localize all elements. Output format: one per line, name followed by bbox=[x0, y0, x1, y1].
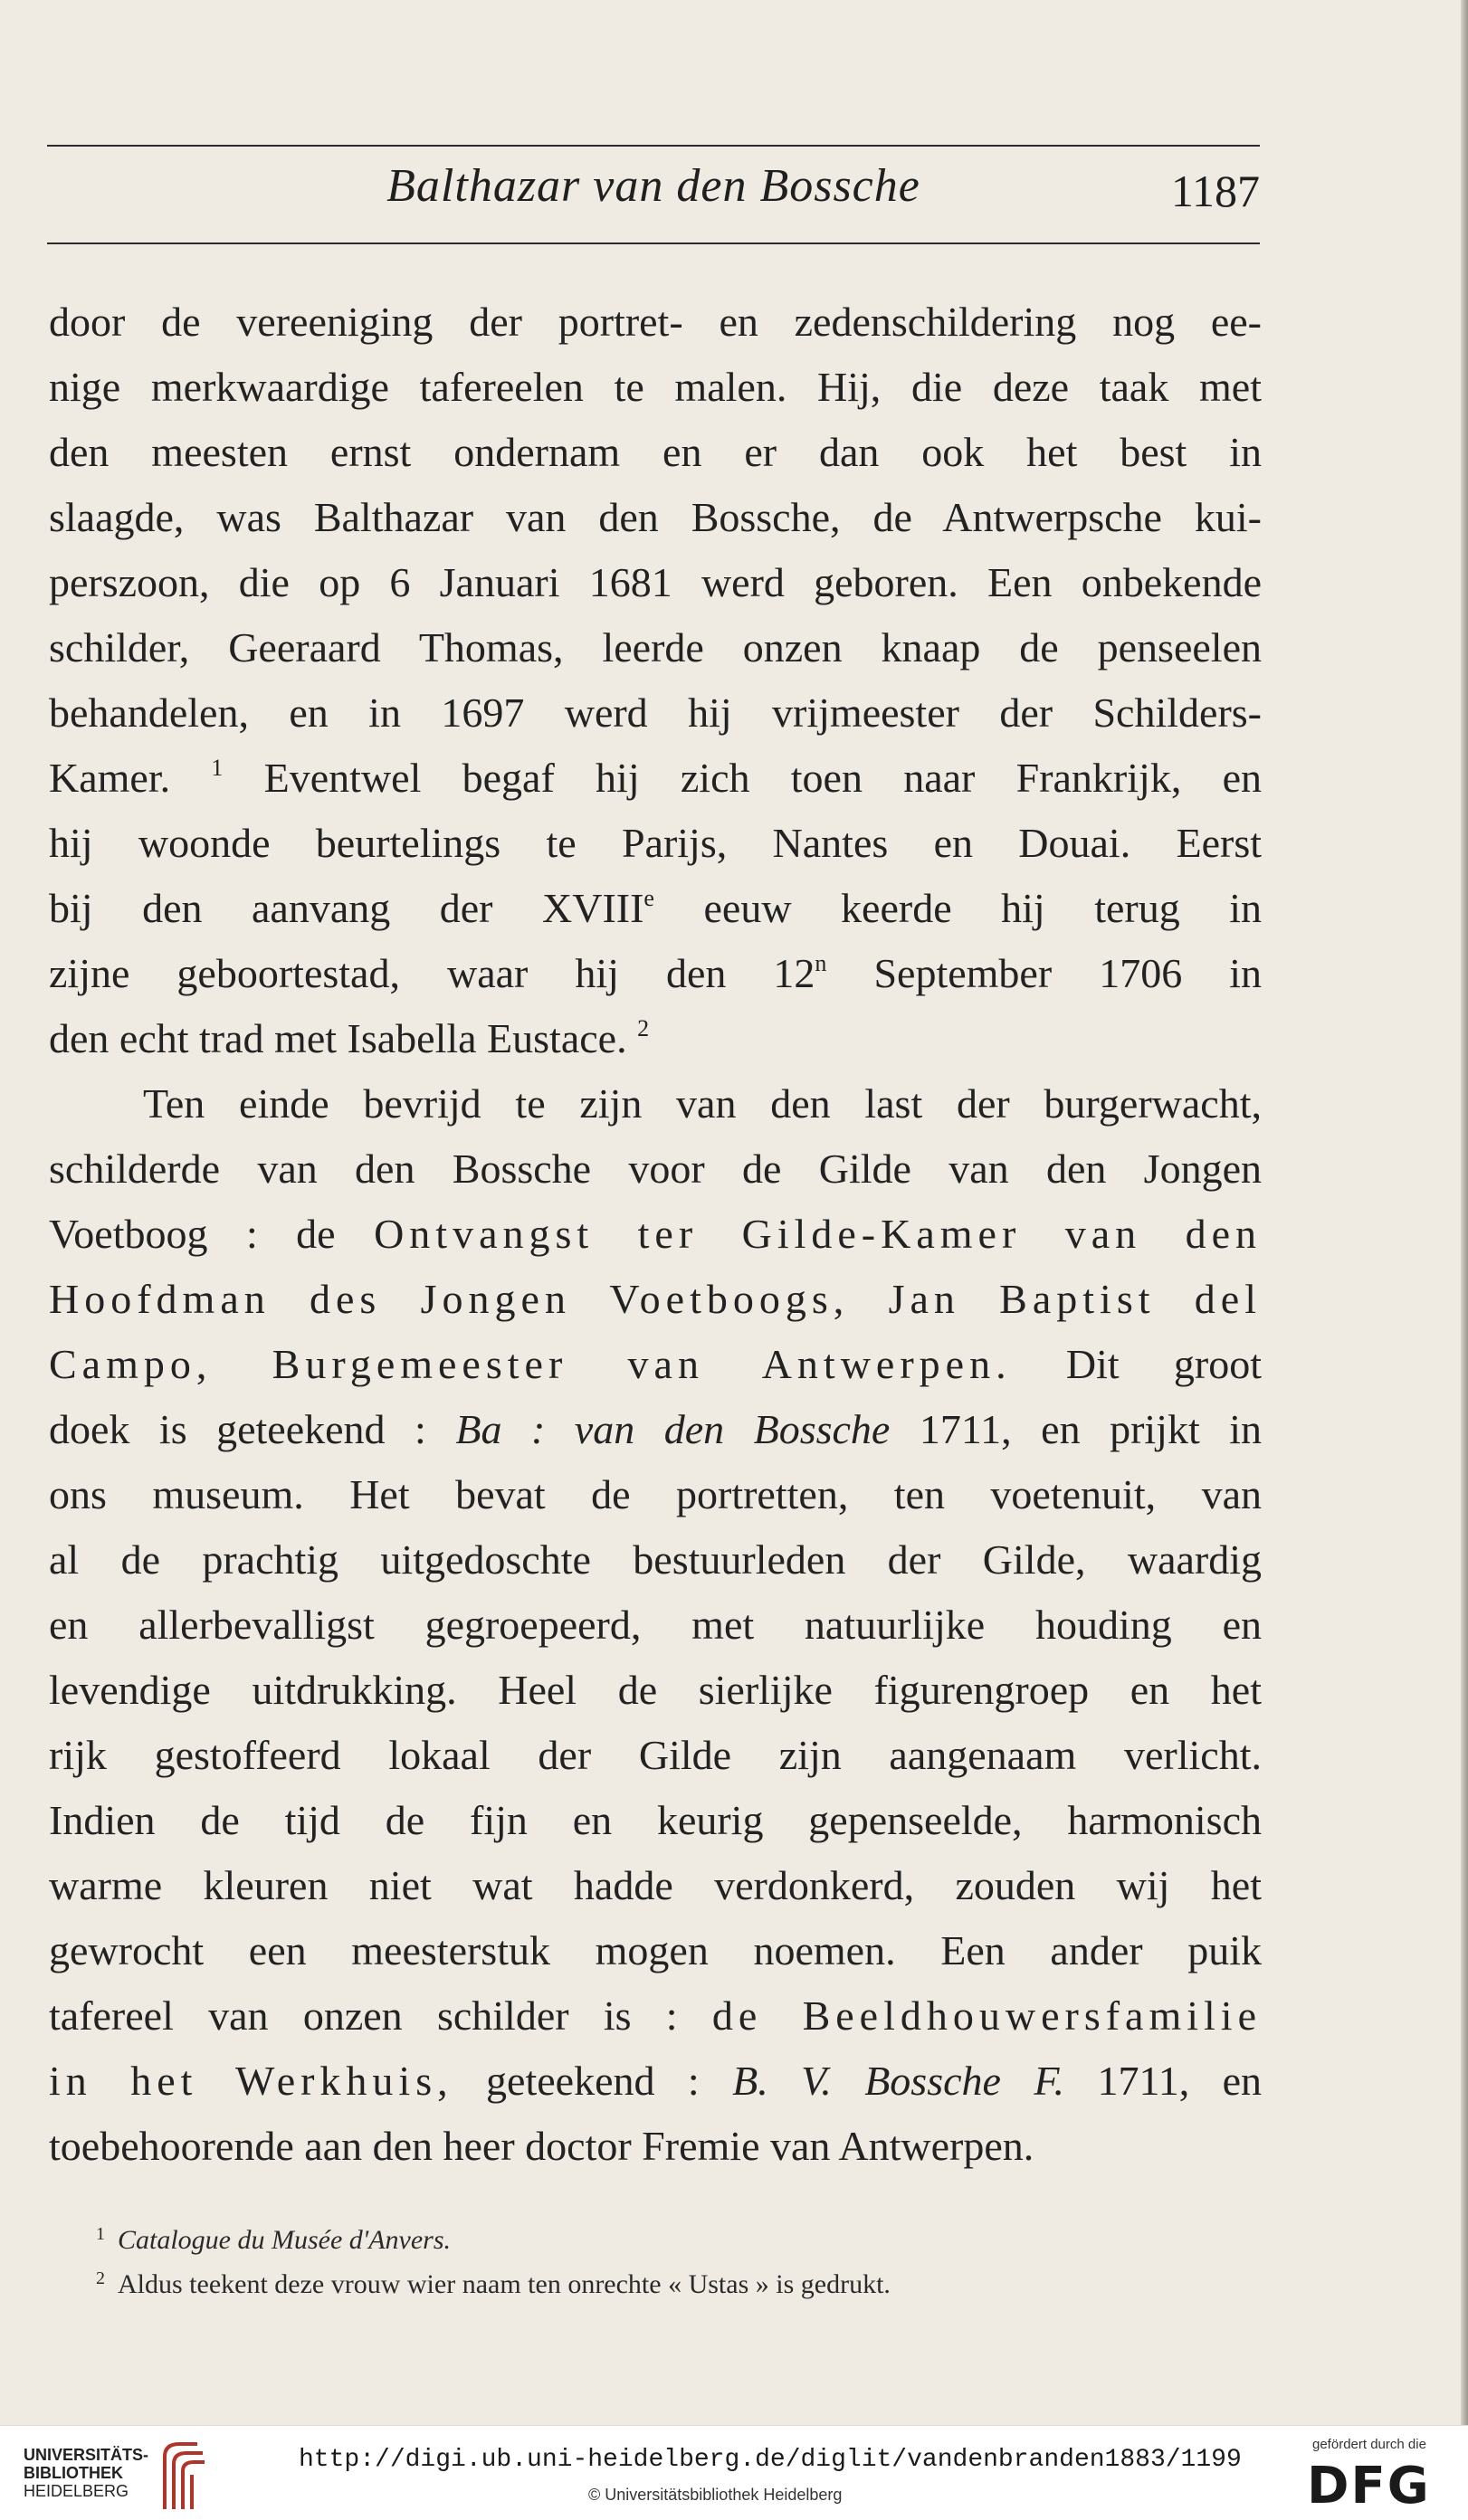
header-rule-bottom bbox=[47, 242, 1260, 244]
superscript: n bbox=[815, 950, 827, 976]
text-line: levendige uitdrukking. Heel de sierlijke figurengroep en het bbox=[49, 1667, 1262, 1713]
text-line bbox=[49, 746, 1262, 811]
text-line: Hoofdman des Jongen Voetboogs, Jan Baptist del bbox=[49, 1276, 1262, 1322]
text-run: Voetboog : de bbox=[49, 1211, 336, 1257]
text-run: Eventwel begaf hij zich toen naar Frankrijk, en bbox=[263, 755, 1262, 801]
library-line: HEIDELBERG bbox=[24, 2482, 129, 2500]
footnote-ref: 1 bbox=[211, 755, 224, 781]
text-line: Indien de tijd de fijn en keurig gepenseelde, harmonisch bbox=[49, 1797, 1262, 1843]
text-run: zijne geboortestad, waar hij den 12 bbox=[49, 950, 815, 996]
dfg-logo: DFG bbox=[1307, 2457, 1431, 2515]
spaced-title: Ontvangst ter Gilde-Kamer van den bbox=[374, 1211, 1263, 1257]
library-line: UNIVERSITÄTS- bbox=[24, 2446, 149, 2464]
text-line: hij woonde beurtelings te Parijs, Nantes en Douai. Eerst bbox=[49, 820, 1262, 866]
footnote-mark: 2 bbox=[96, 2268, 105, 2288]
text-line bbox=[49, 1202, 1262, 1267]
text-line bbox=[49, 2049, 1262, 2114]
text-line: schilder, Geeraard Thomas, leerde onzen knaap de penseelen bbox=[49, 624, 1262, 670]
text-run: 1711, en bbox=[1097, 2058, 1263, 2104]
text-line: door de vereeniging der portret- en zedenschildering nog ee- bbox=[49, 299, 1262, 345]
spaced-title: in het Werkhuis, bbox=[49, 2058, 453, 2104]
text-line bbox=[49, 876, 1262, 941]
library-logo-icon bbox=[152, 2439, 206, 2513]
text-run: Dit groot bbox=[1065, 1341, 1263, 1387]
text-run: tafereel van onzen schilder is : bbox=[49, 1992, 678, 2039]
text-run: geteekend : bbox=[486, 2058, 700, 2104]
text-line bbox=[49, 1983, 1262, 2049]
signature-italic: Ba : van den Bossche bbox=[455, 1406, 891, 1452]
text-line: behandelen, en in 1697 werd hij vrijmeester der Schilders- bbox=[49, 689, 1262, 736]
text-line: gewrocht een meesterstuk mogen noemen. Een ander puik bbox=[49, 1927, 1262, 1973]
text-line bbox=[49, 1332, 1262, 1397]
text-line: perszoon, die op 6 Januari 1681 werd geboren. Een onbekende bbox=[49, 559, 1262, 605]
footnote-text: Aldus teekent deze vrouw wier naam ten onrechte « Ustas » is gedrukt. bbox=[118, 2269, 891, 2299]
page-number: 1187 bbox=[1170, 166, 1260, 216]
header-rule-top bbox=[47, 145, 1260, 147]
funder-label: gefördert durch die bbox=[1312, 2437, 1426, 2452]
page-edge-shadow bbox=[1461, 0, 1468, 2425]
text-line: al de prachtig uitgedoschte bestuurleden der Gilde, waardig bbox=[49, 1536, 1262, 1583]
text-line: den meesten ernst ondernam en er dan ook het best in bbox=[49, 429, 1262, 475]
text-line: toebehoorende aan den heer doctor Fremie van Antwerpen. bbox=[49, 2123, 1034, 2169]
library-name bbox=[24, 2446, 148, 2500]
running-title: Balthazar van den Bossche bbox=[386, 160, 920, 212]
text-line: Ten einde bevrijd te zijn van den last der burgerwacht, bbox=[143, 1080, 1262, 1127]
signature-italic: B. V. Bossche F. bbox=[732, 2058, 1065, 2104]
text-run: doek is geteekend : bbox=[49, 1406, 426, 1452]
spaced-title: Campo, Burgemeester van Antwerpen. bbox=[49, 1341, 1012, 1387]
text-run: Kamer. bbox=[49, 755, 171, 801]
superscript: e bbox=[643, 885, 654, 911]
text-run: eeuw keerde hij terug in bbox=[703, 885, 1263, 931]
footnote bbox=[96, 2259, 1249, 2304]
footnotes bbox=[96, 2215, 1249, 2304]
text-run: 1711, en prijkt in bbox=[919, 1406, 1263, 1452]
running-head bbox=[47, 152, 1260, 224]
text-line: warme kleuren niet wat hadde verdonkerd, zouden wij het bbox=[49, 1862, 1262, 1908]
text-run: den echt trad met Isabella Eustace. bbox=[49, 1015, 627, 1061]
text-line: nige merkwaardige tafereelen te malen. Hij, die deze taak met bbox=[49, 364, 1262, 410]
spaced-title: de Beeldhouwersfamilie bbox=[711, 1992, 1262, 2039]
text-run: bij den aanvang der XVIII bbox=[49, 885, 644, 931]
permalink-url[interactable]: http://digi.ub.uni-heidelberg.de/diglit/vandenbranden1883/1199 bbox=[299, 2446, 1242, 2474]
footnote-ref: 2 bbox=[637, 1015, 650, 1041]
text-line: slaagde, was Balthazar van den Bossche, de Antwerpsche kui- bbox=[49, 494, 1262, 540]
text-line: ons museum. Het bevat de portretten, ten voetenuit, van bbox=[49, 1471, 1262, 1517]
text-line bbox=[49, 941, 1262, 1006]
text-run: September 1706 in bbox=[873, 950, 1263, 996]
library-line: BIBLIOTHEK bbox=[24, 2464, 123, 2482]
text-line: en allerbevalligst gegroepeerd, met natuurlijke houding en bbox=[49, 1602, 1262, 1648]
body-text bbox=[49, 290, 1262, 2179]
text-line bbox=[49, 1006, 1262, 1071]
viewer-footer bbox=[0, 2425, 1468, 2520]
copyright-text: © Universitätsbibliothek Heidelberg bbox=[588, 2486, 843, 2504]
footnote-text: Catalogue du Musée d'Anvers. bbox=[118, 2225, 452, 2255]
text-line: schilderde van den Bossche voor de Gilde van den Jongen bbox=[49, 1146, 1262, 1192]
footnote bbox=[96, 2215, 1249, 2259]
footnote-mark: 1 bbox=[96, 2224, 105, 2244]
text-line: rijk gestoffeerd lokaal der Gilde zijn aangenaam verlicht. bbox=[49, 1732, 1262, 1778]
text-line bbox=[49, 1397, 1262, 1462]
